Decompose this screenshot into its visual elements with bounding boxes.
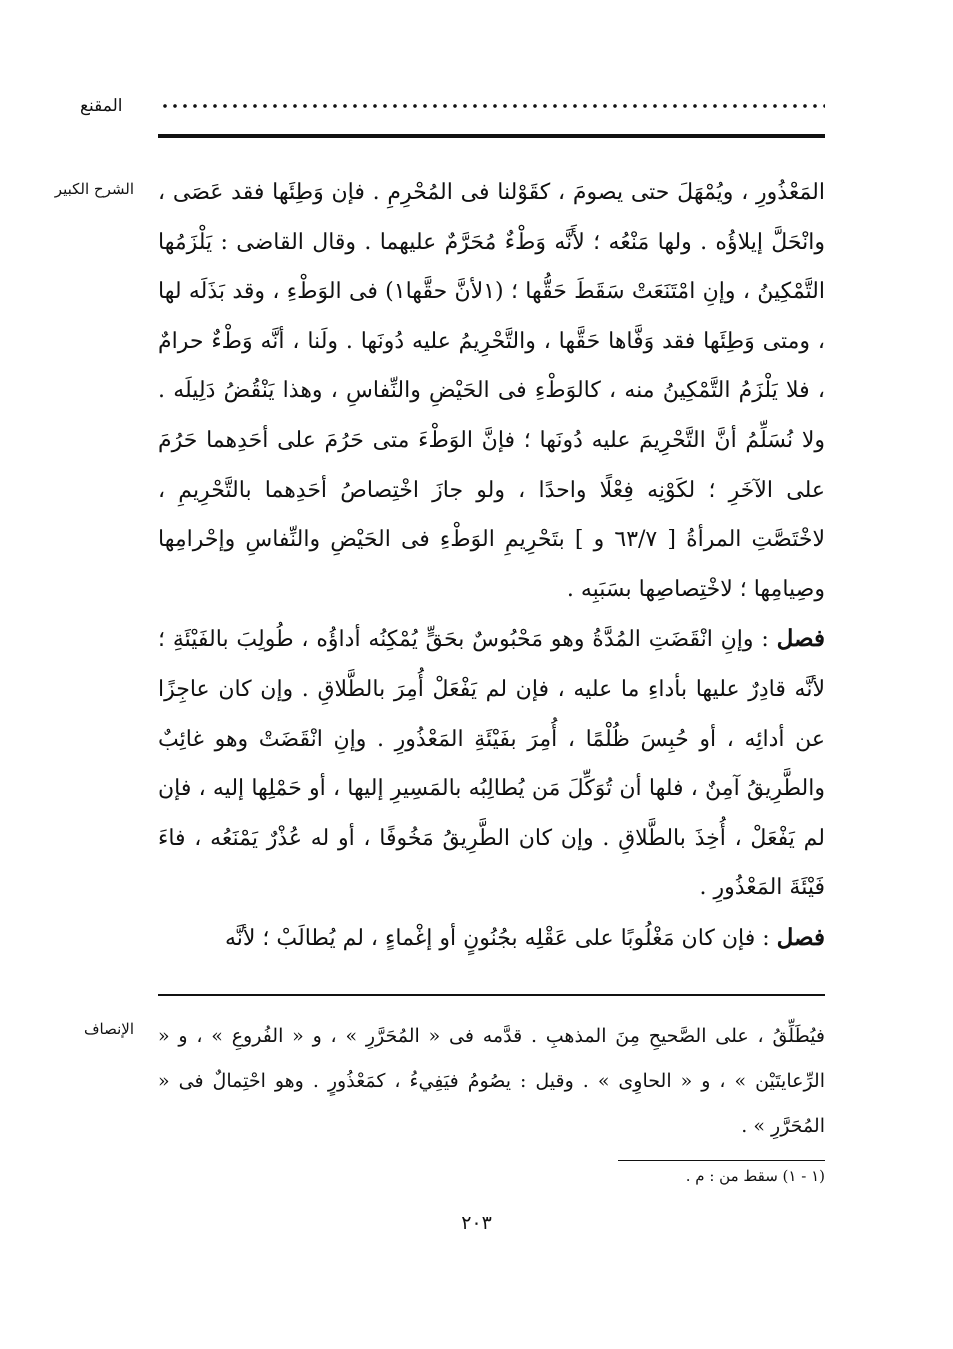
header-rule bbox=[158, 134, 825, 138]
insaf-text-block bbox=[158, 1014, 825, 1149]
side-label-sharh: الشرح الكبير bbox=[54, 180, 134, 198]
paragraph-3-text: : فإن كان مَغْلُوبًا على عَقْلِه بجُنُونٍ أو إغْماءٍ ، لم يُطالَبْ ؛ لأنَّه bbox=[224, 925, 777, 951]
section-heading-fasl: فصل bbox=[776, 625, 825, 653]
section-heading-fasl-2: فصل bbox=[776, 923, 825, 951]
paragraph-2 bbox=[158, 614, 825, 913]
running-header-title: المقنع bbox=[80, 96, 123, 116]
paragraph-1: المَعْذُورِ ، ويُمْهَلَ حتى يصومَ ، كقَوْلنا فى المُحْرِمِ . فإن وَطِئَها فقد عَصَى ، وانْحَلَّ إيلاؤُه . ولها مَنْعُه ؛ لأَنَّه وَطْءٌ مُحَرَّمٌ عليهما . وقال القاضى : يَلْزَمُها التَّمْكِينُ ، وإنِ امْتَنَعَتْ سَقَطَ حَقُّها ؛ (١لأنَّ حقَّها١) فى الوَطْءِ ، وقد بَذَلَه لها ، ومتى وَطِئَها فقد وَفَّاها حَقَّها ، والتَّحْرِيمُ عليه دُونَها . ولَنا ، أنَّه وَطْءٌ حرامٌ ، فلا يَلْزَمُ التَّمْكِينُ منه ، كالوَطْءِ فى الحَيْضِ والنِّفاسِ ، وهذا يَنْقُضُ دَلِيلَه . ولا نُسَلِّمُ أنَّ التَّحْرِيمَ عليه دُونَها ؛ فإنَّ الوَطْءَ متى حَرُمَ على أحَدِهما حَرُمَ على الآخَرِ ؛ لكَوْنِه فِعْلًا واحدًا ، ولو جازَ اخْتِصاصُ أحَدِهما بالتَّحْرِيمِ ، لاخْتَصَّتِ المرأةُ [ ٦٣/٧ و ] بتَحْرِيمِ الوَطْءِ فى الحَيْضِ والنِّفاسِ وإحْرامِها وصِيامِها ؛ لاخْتِصاصِها بسَبَبِه . bbox=[158, 180, 825, 602]
page-number: ٢٠٣ bbox=[461, 1212, 492, 1234]
insaf-paragraph: فيُطَلِّقُ ، على الصَّحيحِ مِنَ المذهبِ . قدَّمه فى « المُحَرَّرِ » ، و « الفُروعِ » ، و « الرِّعايتَيْن » ، و « الحاوِى » . وقيل : يصُومُ فيَفِيءُ ، كمَعْذُورٍ . وهو احْتِمالٌ فى « المُحَرَّرِ » . bbox=[158, 1025, 825, 1137]
footnote: (١ - ١) سقط من : م . bbox=[685, 1167, 825, 1185]
header-dotted-leader bbox=[160, 98, 825, 112]
section-divider bbox=[158, 994, 825, 996]
main-text-block bbox=[158, 168, 825, 964]
side-label-insaf: الإنصاف bbox=[83, 1020, 134, 1038]
paragraph-2-text: : وإنِ انْقَضَتِ المُدَّةُ وهو مَحْبُوسٌ بحَقٍّ يُمْكِنُه أداؤُه ، طُولِبَ بالفَيْئَةِ ؛ لأنَّه قادِرٌ عليها بأداءِ ما عليه ، فإن لم يَفْعَلْ أُمِرَ بالطَّلاقِ . وإن كان عاجِزًا عن أدائِه ، أو حُبِسَ ظُلْمًا ، أُمِرَ بفَيْئَةِ المَعْذُورِ . وإنِ انْقَضَتْ وهو غائِبٌ والطَّرِيقُ آمِنٌ ، فلها أن تُوَكِّلَ مَن يُطالِبُه بالمَسِيرِ إليها ، أو حَمْلِها إليه ، فإن لم يَفْعَلْ ، أُخِذَ بالطَّلاقِ . وإن كان الطَّرِيقُ مَخُوفًا ، أو له عُذْرٌ يَمْنَعُه ، فاءَ فَيْئَةَ المَعْذُورِ . bbox=[158, 627, 825, 901]
footnote-rule bbox=[618, 1160, 825, 1161]
paragraph-3 bbox=[158, 913, 825, 964]
